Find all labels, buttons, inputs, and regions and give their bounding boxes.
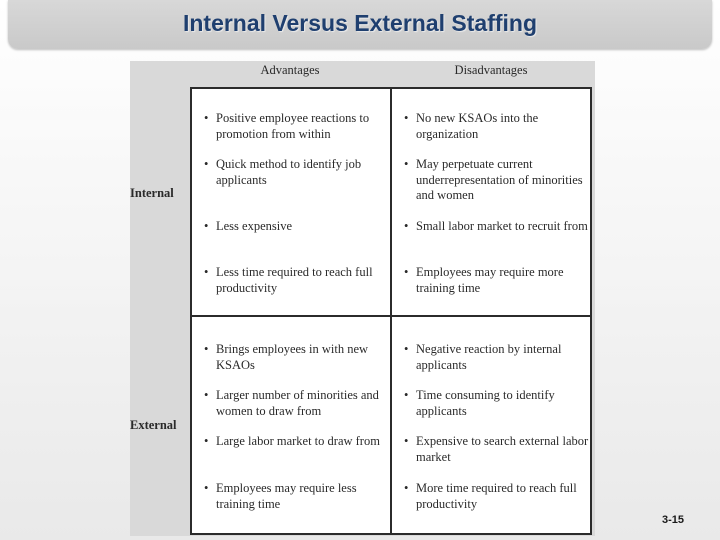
row-header-external: External — [130, 418, 177, 432]
list-item: • Larger number of minorities and women to draw from — [204, 388, 396, 419]
list-item: • Negative reaction by internal applicants — [404, 342, 600, 373]
list-item: • Time consuming to identify applicants — [404, 388, 600, 419]
slide-number: 3-15 — [661, 514, 684, 526]
list-item: • Positive employee reactions to promotion from within — [204, 111, 396, 142]
list-item: • More time required to reach full productivity — [404, 481, 600, 512]
staffing-table-figure — [130, 61, 595, 536]
row-divider — [192, 315, 590, 317]
list-item: • No new KSAOs into the organization — [404, 111, 600, 142]
title-bar — [8, 0, 712, 49]
list-item: • Expensive to search external labor market — [404, 434, 600, 465]
list-item: • May perpetuate current underrepresentation of minorities and women — [404, 157, 600, 204]
column-header-disadvantages: Disadvantages — [454, 63, 528, 77]
column-header-advantages: Advantages — [260, 63, 320, 77]
row-header-internal: Internal — [130, 186, 174, 200]
column-divider — [390, 89, 392, 533]
slide-title: Internal Versus External Staffing — [182, 10, 538, 36]
staffing-table-grid — [190, 87, 592, 535]
list-item: • Employees may require less training time — [204, 481, 396, 512]
list-item: • Less time required to reach full productivity — [204, 265, 396, 296]
list-item: • Brings employees in with new KSAOs — [204, 342, 396, 373]
list-item: • Large labor market to draw from — [204, 434, 396, 450]
list-item: • Small labor market to recruit from — [404, 219, 600, 235]
list-item: • Less expensive — [204, 219, 396, 235]
list-item: • Employees may require more training time — [404, 265, 600, 296]
list-item: • Quick method to identify job applicants — [204, 157, 396, 188]
